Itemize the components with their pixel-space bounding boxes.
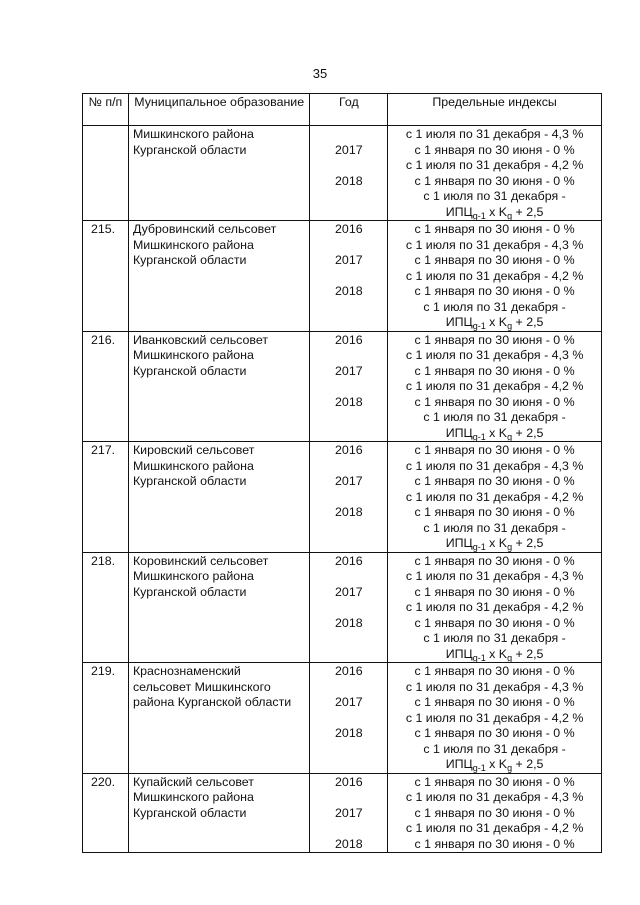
municipality-line: Коровинский сельсовет (132, 553, 269, 568)
table-row (83, 663, 602, 774)
year-value (314, 300, 383, 316)
index-line: с 1 января по 30 июня - 0 % (414, 173, 575, 188)
header-index: Предельные индексы (388, 94, 602, 126)
row-number: 217. (83, 442, 129, 553)
municipality-line: Мишкинского района (132, 458, 254, 473)
formula-subscript: g (507, 210, 513, 221)
year-value: 2016 (335, 443, 363, 457)
index-line: с 1 января по 30 июня - 0 % (414, 443, 575, 457)
formula-subscript: g (507, 652, 513, 663)
year-value: 2016 (335, 553, 363, 568)
index-line: с 1 января по 30 июня - 0 % (414, 726, 575, 740)
year-value (314, 569, 383, 585)
municipality-line: Мишкинского района (132, 237, 254, 252)
index-formula: $ИПЦ_{g-1}$ x $K_g + 2,5$ (445, 204, 544, 221)
row-number: 216. (83, 331, 129, 442)
index-line: с 1 июля по 31 декабря - 4,3 % (405, 348, 584, 362)
year-value: 2016 (335, 774, 363, 789)
index-line: с 1 июля по 31 декабря - (423, 299, 566, 314)
year-value (314, 711, 383, 727)
index-line: с 1 июля по 31 декабря - (423, 520, 566, 535)
formula-subscript: g (507, 763, 513, 773)
index-line: с 1 января по 30 июня - 0 % (414, 253, 575, 267)
row-number: 215. (83, 221, 129, 332)
index-line: с 1 января по 30 июня - 0 % (414, 142, 575, 157)
index-line: с 1 июля по 31 декабря - 4,2 % (405, 268, 584, 283)
table-row (83, 126, 602, 221)
year-value (314, 521, 383, 537)
municipality-line: сельсовет Мишкинского (132, 679, 271, 694)
index-line: с 1 января по 30 июня - 0 % (414, 222, 575, 236)
index-line: с 1 января по 30 июня - 0 % (414, 505, 575, 519)
table-row (83, 442, 602, 553)
year-cell (310, 331, 388, 442)
index-line: с 1 января по 30 июня - 0 % (414, 584, 575, 599)
year-cell (310, 126, 388, 221)
year-value (314, 158, 383, 174)
index-formula: $ИПЦ_{g-1}$ x $K_g + 2,5$ (445, 757, 544, 773)
year-value (314, 238, 383, 254)
index-line: с 1 июля по 31 декабря - (423, 741, 566, 756)
year-value: 2017 (335, 584, 363, 599)
year-value: 2018 (335, 615, 363, 630)
year-value: 2016 (335, 664, 363, 678)
index-formula: $ИПЦ_{g-1}$ x $K_g + 2,5$ (445, 646, 544, 663)
municipality-line: Курганской области (132, 142, 247, 157)
year-value: 2018 (335, 726, 363, 740)
tariff-index-table (82, 93, 602, 853)
row-number: 218. (83, 552, 129, 663)
page-number: 35 (312, 66, 328, 81)
index-line: с 1 января по 30 июня - 0 % (414, 664, 575, 678)
municipality-line: Мишкинского района (132, 127, 254, 141)
year-value (314, 821, 383, 837)
year-value (314, 631, 383, 647)
formula-subscript: g-1 (472, 542, 486, 552)
index-line: с 1 июля по 31 декабря - 4,2 % (405, 379, 584, 393)
index-formula: $ИПЦ_{g-1}$ x $K_g + 2,5$ (445, 536, 544, 552)
table-header (83, 94, 602, 126)
index-cell (388, 221, 602, 332)
municipality-line: района Курганской области (132, 695, 292, 709)
year-value (314, 127, 383, 143)
year-value (314, 189, 383, 205)
year-cell (310, 552, 388, 663)
year-value: 2018 (335, 505, 363, 519)
index-line: с 1 июля по 31 декабря - (423, 189, 566, 203)
year-value: 2017 (335, 142, 363, 157)
year-value: 2016 (335, 332, 363, 347)
table-row (83, 331, 602, 442)
index-line: с 1 июля по 31 декабря - 4,3 % (405, 569, 584, 583)
municipality-line: Курганской области (132, 805, 247, 820)
formula-subscript: g-1 (472, 210, 486, 221)
index-line: с 1 января по 30 июня - 0 % (414, 805, 575, 820)
index-line: с 1 июля по 31 декабря - 4,2 % (405, 821, 584, 835)
index-line: с 1 июля по 31 декабря - (423, 631, 566, 645)
year-value: 2018 (335, 836, 363, 851)
municipality-name (128, 663, 310, 774)
index-line: с 1 июля по 31 декабря - 4,2 % (405, 600, 584, 614)
year-cell (310, 663, 388, 774)
year-value: 2018 (335, 284, 363, 298)
index-cell (388, 552, 602, 663)
formula-subscript: g-1 (472, 652, 486, 663)
index-line: с 1 января по 30 июня - 0 % (414, 615, 575, 630)
index-line: с 1 января по 30 июня - 0 % (414, 394, 575, 409)
index-line: с 1 января по 30 июня - 0 % (414, 332, 575, 347)
year-cell (310, 442, 388, 553)
municipality-line: Краснознаменский (132, 664, 241, 678)
year-value: 2017 (335, 253, 363, 267)
index-cell (388, 331, 602, 442)
index-line: с 1 июля по 31 декабря - (423, 410, 566, 424)
municipality-name (128, 442, 310, 553)
municipality-line: Курганской области (132, 584, 247, 599)
year-value: 2018 (335, 173, 363, 188)
header-year: Год (310, 94, 388, 126)
year-value (314, 742, 383, 758)
year-value (314, 790, 383, 806)
municipality-line: Курганской области (132, 474, 247, 488)
year-value (314, 410, 383, 426)
index-line: с 1 июля по 31 декабря - 4,3 % (405, 458, 584, 473)
municipality-line: Мишкинского района (132, 348, 254, 362)
table-row (83, 552, 602, 663)
year-cell (310, 773, 388, 853)
year-value: 2018 (335, 394, 363, 409)
index-line: с 1 января по 30 июня - 0 % (414, 695, 575, 709)
formula-subscript: g (507, 321, 513, 331)
year-value (314, 600, 383, 616)
year-value (314, 680, 383, 696)
index-cell (388, 442, 602, 553)
index-line: с 1 января по 30 июня - 0 % (414, 553, 575, 568)
year-value: 2016 (335, 222, 363, 236)
year-value: 2017 (335, 695, 363, 709)
index-line: с 1 июля по 31 декабря - 4,3 % (405, 790, 584, 804)
index-line: с 1 января по 30 июня - 0 % (414, 363, 575, 378)
index-line: с 1 июля по 31 декабря - 4,3 % (405, 237, 584, 252)
index-line: с 1 июля по 31 декабря - 4,3 % (405, 679, 584, 694)
year-value: 2017 (335, 363, 363, 378)
year-value: 2017 (335, 805, 363, 820)
index-formula: $ИПЦ_{g-1}$ x $K_g + 2,5$ (445, 425, 544, 442)
row-number (83, 126, 129, 221)
header-org: Муниципальное образование (128, 94, 310, 126)
year-value (314, 459, 383, 475)
municipality-name (128, 773, 310, 853)
municipality-line: Мишкинского района (132, 790, 254, 804)
municipality-line: Иванковский сельсовет (132, 332, 268, 347)
row-number: 220. (83, 773, 129, 853)
formula-subscript: g-1 (472, 763, 486, 773)
index-cell (388, 663, 602, 774)
year-value (314, 348, 383, 364)
municipality-line: Мишкинского района (132, 569, 254, 583)
row-number: 219. (83, 663, 129, 774)
year-value (314, 379, 383, 395)
formula-subscript: g (507, 542, 513, 552)
formula-subscript: g-1 (472, 321, 486, 331)
index-formula: $ИПЦ_{g-1}$ x $K_g + 2,5$ (445, 315, 544, 331)
formula-subscript: g (507, 431, 513, 442)
index-cell (388, 773, 602, 853)
index-line: с 1 января по 30 июня - 0 % (414, 284, 575, 298)
municipality-line: Курганской области (132, 253, 247, 267)
year-value: 2017 (335, 474, 363, 488)
municipality-name (128, 331, 310, 442)
municipality-name (128, 221, 310, 332)
index-line: с 1 января по 30 июня - 0 % (414, 774, 575, 789)
index-cell (388, 126, 602, 221)
year-value (314, 490, 383, 506)
index-line: с 1 июля по 31 декабря - 4,3 % (405, 127, 584, 141)
table-row (83, 773, 602, 853)
table-row (83, 221, 602, 332)
index-line: с 1 июля по 31 декабря - 4,2 % (405, 710, 584, 725)
index-line: с 1 июля по 31 декабря - 4,2 % (405, 489, 584, 504)
index-line: с 1 января по 30 июня - 0 % (414, 474, 575, 488)
header-num: № п/п (83, 94, 129, 126)
municipality-name (128, 552, 310, 663)
municipality-line: Купайский сельсовет (132, 774, 254, 789)
year-value (314, 269, 383, 285)
formula-subscript: g-1 (472, 431, 486, 442)
municipality-line: Курганской области (132, 363, 247, 378)
year-cell (310, 221, 388, 332)
municipality-line: Кировский сельсовет (132, 443, 255, 457)
municipality-line: Дубровинский сельсовет (132, 222, 277, 236)
index-line: с 1 января по 30 июня - 0 % (414, 836, 575, 851)
index-line: с 1 июля по 31 декабря - 4,2 % (405, 158, 584, 172)
municipality-name (128, 126, 310, 221)
